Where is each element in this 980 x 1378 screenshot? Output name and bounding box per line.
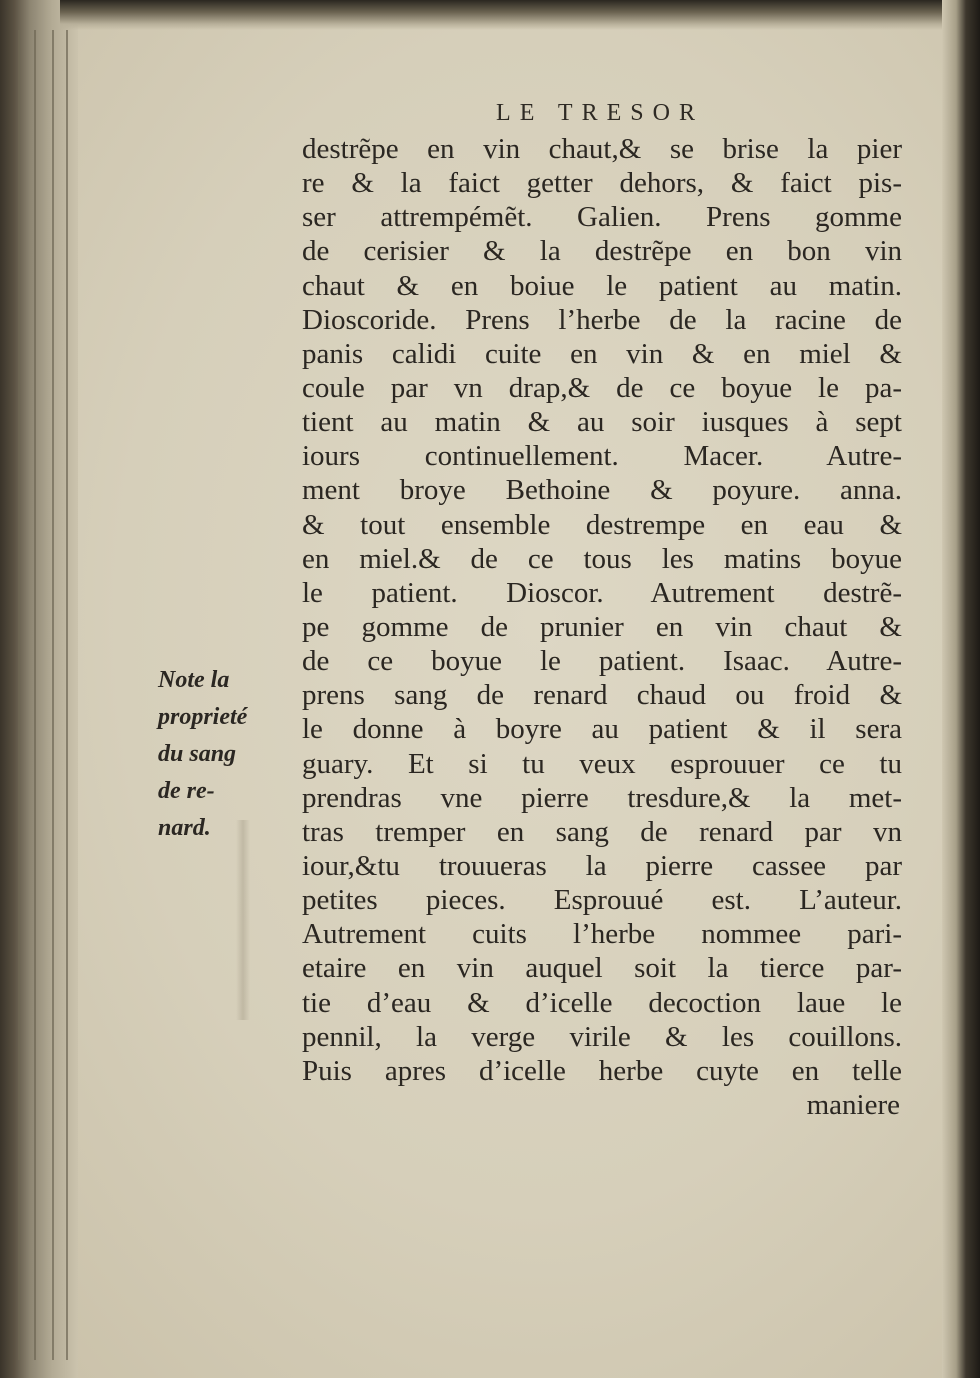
paper-stain [236,820,250,1020]
text-line: ser attrempémẽt. Galien. Prens gomme [302,201,902,234]
marginal-note-line: proprieté [158,704,248,730]
page-edge-line [66,30,68,1360]
page-edge-line [34,30,36,1360]
text-line: pe gomme de prunier en vin chaut & [302,610,902,643]
text-line: iours continuellement. Macer. Autre- [302,440,902,473]
text-line: tie d’eau & d’icelle decoction laue le [302,986,902,1019]
catchword: maniere [806,1088,900,1121]
marginal-note [158,662,290,847]
text-line: panis calidi cuite en vin & en miel & [302,337,902,370]
marginal-note-line: Note la [158,667,230,693]
text-line: etaire en vin auquel soit la tierce par- [302,952,902,985]
text-line: de ce boyue le patient. Isaac. Autre- [302,645,902,678]
text-line: pennil, la verge virile & les couillons. [302,1020,902,1053]
text-line: le patient. Dioscor. Autrement destrẽ- [302,576,902,609]
marginal-note-line: du sang [158,741,237,767]
text-line: iour,&tu trouueras la pierre cassee par [302,849,902,882]
page-top-edge [60,0,960,30]
text-line: tient au matin & au soir iusques à sept [302,406,902,439]
text-line: le donne à boyre au patient & il sera [302,713,902,746]
text-line: chaut & en boiue le patient au matin. [302,269,902,302]
text-line: Puis apres d’icelle herbe cuyte en telle [302,1054,902,1087]
text-line: re & la faict getter dehors, & faict pis- [302,167,902,200]
text-line: en miel.& de ce tous les matins boyue [302,542,902,575]
main-text-block [302,132,902,1122]
page-right-edge [942,0,980,1378]
text-line: & tout ensemble destrempe en eau & [302,508,902,541]
text-line: guary. Et si tu veux esprouuer ce tu [302,747,902,780]
text-line: de cerisier & la destrẽpe en bon vin [302,235,902,268]
page-edge-line [18,30,20,1360]
text-line: prens sang de renard chaud ou froid & [302,679,902,712]
running-header: LE TRESOR [496,100,704,126]
text-line: coule par vn drap,& de ce boyue le pa- [302,371,902,404]
text-line: ment broye Bethoine & poyure. anna. [302,474,902,507]
marginal-note-line: nard. [158,815,211,841]
text-line: Dioscoride. Prens l’herbe de la racine de [302,303,902,336]
text-line: Autrement cuits l’herbe nommee pari- [302,918,902,951]
page-edge-line [52,30,54,1360]
text-line: petites pieces. Esprouué est. L’auteur. [302,884,902,917]
text-line: prendras vne pierre tresdure,& la met- [302,781,902,814]
text-line: destrẽpe en vin chaut,& se brise la pier [302,133,902,165]
marginal-note-line: de re- [158,778,215,804]
text-line: tras tremper en sang de renard par vn [302,815,902,848]
